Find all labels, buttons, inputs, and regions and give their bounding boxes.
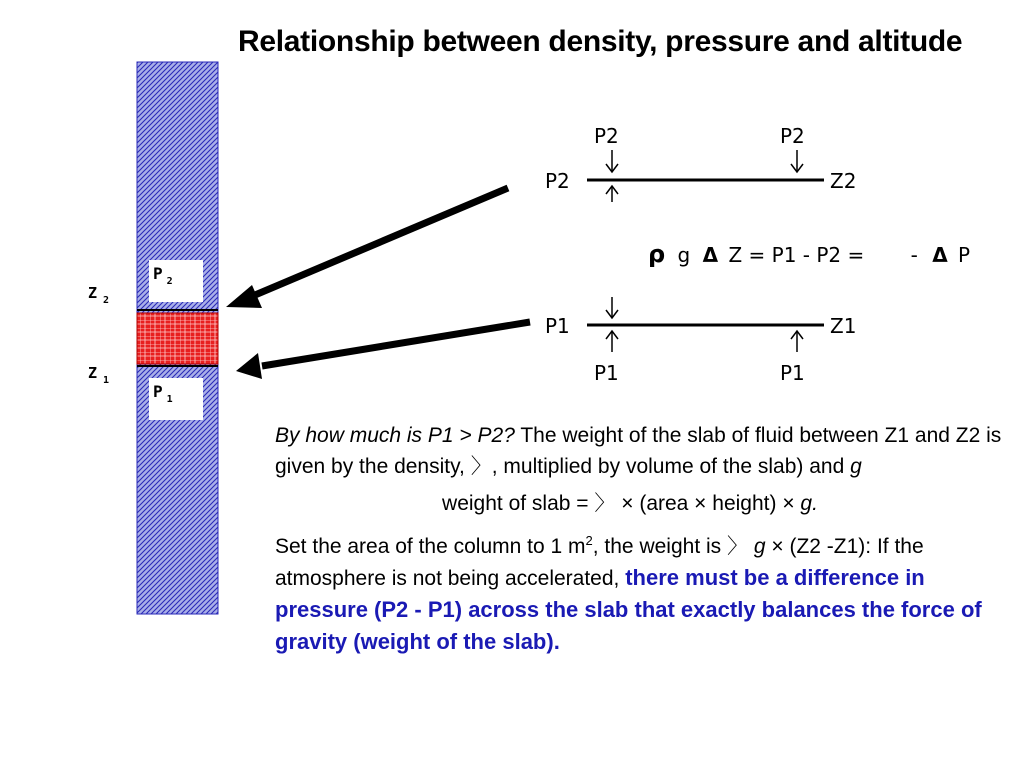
- paragraph-3-start: Set the area of the column to 1 m: [275, 535, 586, 558]
- question-text: By how much is P1 > P2?: [275, 424, 515, 447]
- p2-letter: P: [153, 264, 163, 283]
- rho-symbol: ρ: [648, 240, 666, 268]
- g-symbol: g: [677, 243, 691, 267]
- bottom-right-label: P1: [780, 361, 805, 385]
- paragraph-1: [275, 420, 1015, 482]
- z2-subscript: 2: [103, 295, 110, 306]
- paragraph-1-g: g: [850, 455, 862, 478]
- z2-label: [88, 284, 110, 306]
- p1-down-arrow-left: [606, 297, 618, 318]
- paragraph-3-end: × (Z2 -Z1): If the atmosphere is not being accelerated,: [275, 535, 924, 590]
- equation-minus: -: [910, 243, 918, 267]
- p2-box: [149, 260, 203, 302]
- slide-title: Relationship between density, pressure and altitude: [238, 25, 963, 58]
- z1-letter: Z: [88, 364, 98, 382]
- top-line-left-label: P2: [545, 169, 570, 193]
- paragraph-3-mid: , the weight is 〉: [592, 535, 754, 558]
- p2-down-arrow-right: [791, 150, 803, 172]
- p1-subscript: 1: [166, 394, 173, 405]
- bottom-left-label: P1: [594, 361, 619, 385]
- paragraph-3-g: g: [753, 535, 766, 558]
- paragraph-1-rest: The weight of the slab of fluid between Z1 and Z2 is given by the density, 〉, multiplied by volume of the slab) and: [275, 424, 1002, 478]
- p1-letter: P: [153, 382, 163, 401]
- weight-equation-g: g.: [800, 492, 818, 515]
- z1-label: [88, 364, 110, 386]
- arrow-to-z1: [236, 322, 530, 379]
- arrow-to-z2: [226, 188, 508, 308]
- bottom-line-right-label: Z1: [830, 314, 857, 338]
- p1-box: [149, 378, 203, 420]
- p2-down-arrow-left: [606, 150, 618, 172]
- weight-equation-text: weight of slab = 〉 × (area × height) ×: [442, 492, 801, 515]
- top-line-right-label: Z2: [830, 169, 857, 193]
- equation-p: P: [958, 243, 971, 267]
- p1-up-arrow-right: [791, 331, 803, 352]
- paragraph-3: [275, 525, 1015, 658]
- delta-symbol-1: Δ: [702, 243, 719, 267]
- equation-middle: Z = P1 - P2 =: [728, 243, 865, 267]
- top-left-label: P2: [594, 124, 619, 148]
- equation: [648, 240, 970, 268]
- paragraph-3-superscript: 2: [585, 533, 593, 548]
- explanation-text: [275, 420, 1015, 658]
- slab: [137, 313, 218, 364]
- delta-symbol-2: Δ: [932, 243, 948, 267]
- p2-up-arrow-left: [606, 186, 618, 202]
- z2-letter: Z: [88, 284, 98, 302]
- weight-equation: [275, 488, 1015, 519]
- p2-subscript: 2: [166, 276, 173, 287]
- p1-up-arrow-left: [606, 331, 618, 352]
- top-right-label: P2: [780, 124, 805, 148]
- bottom-line-left-label: P1: [545, 314, 570, 338]
- z1-subscript: 1: [103, 375, 110, 386]
- emphasized-conclusion: there must be a difference in pressure (P2 - P1) across the slab that exactly balances the force of gravity (weight of the slab).: [275, 565, 982, 654]
